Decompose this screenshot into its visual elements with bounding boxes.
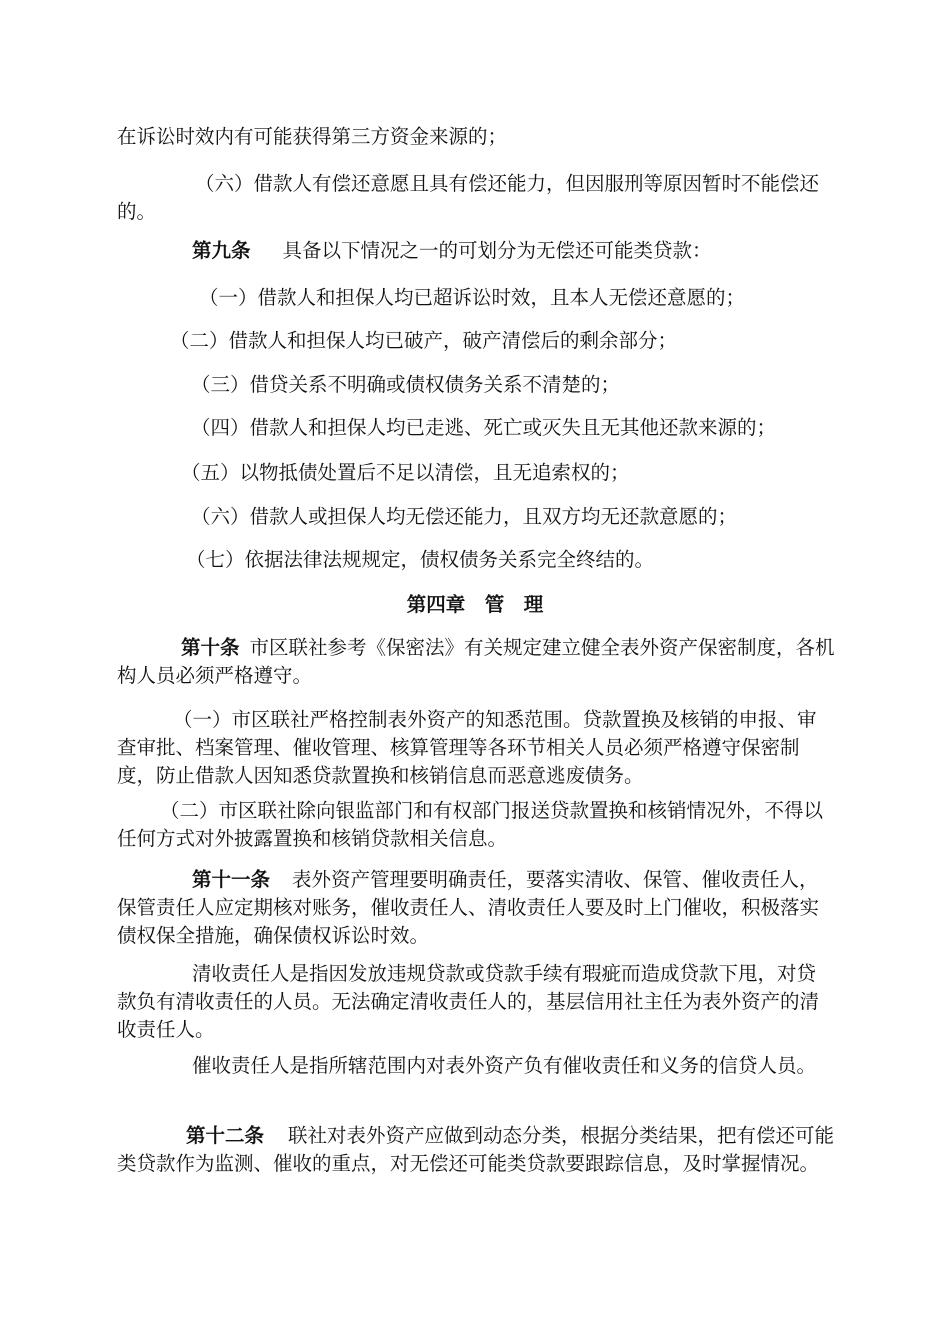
- article-11-collector-definition: 清收责任人是指因发放违规贷款或贷款手续有瑕疵而造成贷款下甩，对贷款负有清收责任的人员。无法确定清收责任人的，基层信用社主任为表外资产的清收责任人。: [117, 962, 820, 1041]
- article-9-item-6: （六）借款人或担保人均无偿还能力，且双方均无还款意愿的；: [191, 505, 738, 528]
- article-9-item-2: （二）借款人和担保人均已破产，破产清偿后的剩余部分；: [170, 329, 678, 352]
- paragraph-continuation: 在诉讼时效内有可能获得第三方资金来源的；: [117, 125, 508, 148]
- article-11-label: 第十一条: [192, 868, 271, 891]
- article-9-text: 具备以下情况之一的可划分为无偿还可能类贷款：: [282, 239, 712, 262]
- article-9-item-3: （三）借贷关系不明确或债权债务关系不清楚的；: [191, 373, 621, 396]
- article-10-label: 第十条: [181, 636, 240, 659]
- article-9-item-7: （七）依据法律法规规定，债权债务关系完全终结的。: [186, 548, 655, 571]
- article-10-item-1: （一）市区联社严格控制表外资产的知悉范围。贷款置换及核销的申报、审查审批、档案管理、催收管理、核算管理等各环节相关人员必须严格遵守保密制度，防止借款人因知悉贷款置换和核销信息而恶意逃废债务。: [117, 708, 817, 787]
- item-six-prev-article: （六）借款人有偿还意愿且具有偿还能力，但因服刑等原因暂时不能偿还的。: [117, 172, 820, 223]
- article-9-item-1: （一）借款人和担保人均已超诉讼时效，且本人无偿还意愿的；: [199, 286, 746, 309]
- article-12-label: 第十二条: [186, 1124, 265, 1147]
- chapter-4-heading: 第四章 管 理: [406, 593, 544, 616]
- article-11-text: 表外资产管理要明确责任，要落实清收、保管、催收责任人，保管责任人应定期核对账务，催收责任人、清收责任人要及时上门催收，积极落实债权保全措施，确保债权诉讼时效。: [117, 868, 820, 947]
- article-11: [117, 866, 835, 950]
- article-12: [117, 1122, 835, 1178]
- article-10: [117, 634, 835, 690]
- article-9-item-5: （五）以物抵债处置后不足以清偿，且无追索权的；: [181, 461, 630, 484]
- article-10-text: 市区联社参考《保密法》有关规定建立健全表外资产保密制度，各机构人员必须严格遵守。: [117, 636, 835, 687]
- article-9-label: 第九条: [192, 239, 251, 262]
- article-10-item-2: （二）市区联社除向银监部门和有权部门报送贷款置换和核销情况外，不得以任何方式对外披露置换和核销贷款相关信息。: [117, 799, 824, 850]
- article-11-urger-definition: 催收责任人是指所辖范围内对表外资产负有催收责任和义务的信贷人员。: [192, 1054, 817, 1077]
- article-9-item-4: （四）借款人和担保人均已走逃、死亡或灭失且无其他还款来源的；: [191, 416, 777, 439]
- article-9: [117, 237, 835, 265]
- article-12-text: 联社对表外资产应做到动态分类，根据分类结果，把有偿还可能类贷款作为监测、催收的重点，对无偿还可能类贷款要跟踪信息，及时掌握情况。: [117, 1124, 835, 1175]
